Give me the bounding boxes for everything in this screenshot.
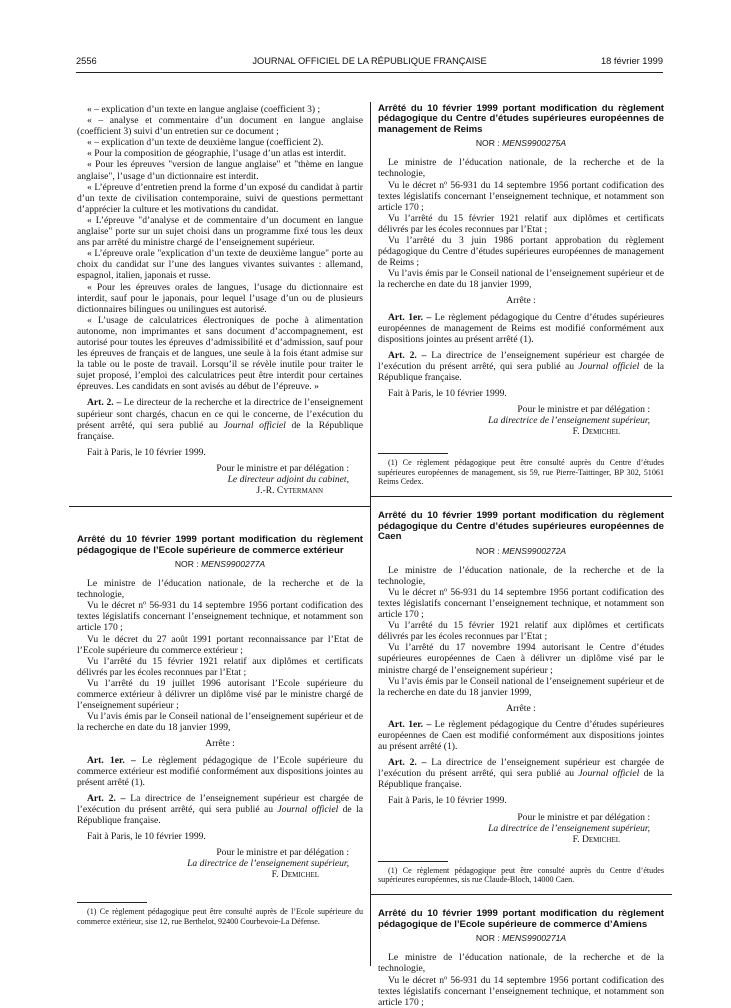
nor-label: NOR : bbox=[475, 138, 503, 149]
arrete-title: Arrêté du 10 février 1999 portant modification du règlement pédagogique de l’Ecole supérieure de commerce extérieur bbox=[77, 534, 363, 556]
column-divider bbox=[370, 102, 371, 966]
signatory-name: F. Demichel bbox=[572, 426, 620, 438]
paragraph: Le ministre de l’éducation nationale, de la recherche et de la technologie, bbox=[378, 157, 664, 180]
paragraph: Le ministre de l’éducation nationale, de la recherche et de la technologie, bbox=[378, 952, 664, 975]
journal-officiel: Journal officiel bbox=[277, 803, 339, 815]
paragraph: Vu l’avis émis par le Conseil national de l’enseignement supérieur et de la recherche en date du 18 janvier 1999, bbox=[77, 711, 363, 734]
fait-a-paris: Fait à Paris, le 10 février 1999. bbox=[388, 388, 507, 400]
article-text: La directrice de l’enseignement supérieur est chargée de l’exécution du présent arrêté, qui sera publié au bbox=[378, 349, 664, 372]
nor-reference bbox=[77, 559, 363, 570]
article-text: Le règlement pédagogique du Centre d’études supérieures européennes de Caen est modifié conformément aux dispositions jointes au présent arrêté (1). bbox=[378, 718, 664, 753]
nor-code: MENS9900272A bbox=[502, 545, 567, 556]
section-rule bbox=[370, 894, 672, 895]
article-2 bbox=[378, 757, 664, 790]
paragraph: « Pour les épreuves "version de langue anglaise" et "thème en langue anglaise", l’usage d’un dictionnaire est interdit. bbox=[77, 159, 363, 182]
article-label: Art. 2. – bbox=[388, 757, 427, 769]
article-label: Art. 1er. – bbox=[87, 754, 136, 766]
signatory-title: La directrice de l’enseignement supérieur, bbox=[187, 858, 349, 870]
article-1 bbox=[378, 719, 664, 752]
nor-reference bbox=[378, 138, 664, 149]
signature-line: Pour le ministre et par délégation : bbox=[517, 811, 650, 823]
journal-officiel: Journal officiel bbox=[578, 768, 640, 780]
bullet-item: « – explication d’un texte en langue anglaise (coefficient 3) ; bbox=[87, 104, 321, 115]
signatory-title: La directrice de l’enseignement supérieur, bbox=[488, 822, 650, 834]
fait-a-paris: Fait à Paris, le 10 février 1999. bbox=[87, 831, 206, 843]
nor-label: NOR : bbox=[174, 559, 202, 569]
arrete-title: Arrêté du 10 février 1999 portant modification du règlement pédagogique du Centre d’études supérieures européennes de management de Reims bbox=[378, 103, 664, 135]
article-text: Le règlement pédagogique de l’Ecole supérieure du commerce extérieur est modifié conformément aux dispositions jointes au présent arrêté (1). bbox=[77, 754, 363, 788]
article-label: Art. 1er. – bbox=[388, 311, 432, 323]
footnote-rule bbox=[378, 861, 448, 862]
article-text: Le règlement pédagogique du Centre d’études supérieures européennes de management de Reims est modifié conformément aux dispositions jointes au présent arrêté (1). bbox=[378, 311, 664, 345]
signature-line: Pour le ministre et par délégation : bbox=[216, 847, 349, 859]
article-2 bbox=[77, 793, 363, 826]
paragraph: « L’usage de calculatrices électroniques de poche à alimentation autonome, non imprimantes et sans document d’accompagnement, est autorisé pour toutes les épreuves d’admissibilité et d’admission, sauf pour les épreuves de français et de langues, une seule à la fois étant admise sur la table ou le poste de travail. Lorsqu’il se révèle inutile pour traiter le sujet proposé, l’emploi des calculatrices peut être interdit pour certaines épreuves. Les candidats en sont avisés au début de l’épreuve. » bbox=[77, 314, 363, 393]
footnote: (1) Ce règlement pédagogique peut être consulté auprès du Centre d’études supérieures européennes, sis rue Claude-Bloch, 14000 Caen. bbox=[378, 865, 664, 885]
article-text: Le directeur de la recherche et la directrice de l’enseignement supérieur sont chargés, chacun en ce qui le concerne, de l’exécution du présent arrêté, qui sera publié au bbox=[77, 397, 364, 431]
article-2 bbox=[378, 350, 664, 383]
header-rule bbox=[76, 72, 663, 73]
signatory-title: La directrice de l’enseignement supérieur, bbox=[488, 415, 650, 427]
paragraph: Vu l’arrêté du 15 février 1921 relatif aux diplômes et certificats délivrés par les écoles reconnues par l’Etat ; bbox=[378, 212, 664, 235]
nor-reference bbox=[378, 546, 664, 557]
paragraph: Vu le décret nº 56-931 du 14 septembre 1956 portant codification des textes législatifs concernant l’enseignement technique, et notamment son article 170 ; bbox=[77, 600, 363, 634]
paragraph: « L’épreuve d’entretien prend la forme d’un exposé du candidat à partir d’un texte de civilisation contemporaine, suivi de questions permettant d’apprécier la culture et les motivations du candidat. bbox=[77, 181, 363, 215]
article-1 bbox=[378, 312, 664, 345]
signatory-name: F. Demichel bbox=[271, 869, 319, 881]
article-text: La directrice de l’enseignement supérieur est chargée de l’exécution du présent arrêté, qui sera publié au bbox=[378, 757, 664, 780]
paragraph: Vu l’arrêté du 19 juillet 1996 autorisant l’Ecole supérieure du commerce extérieur à délivrer un diplôme visé par le ministre chargé de l’enseignement supérieur ; bbox=[77, 677, 363, 712]
footnote: (1) Ce règlement pédagogique peut être consulté auprès de l’Ecole supérieure du commerce extérieur, sise 12, rue Berthelot, 92400 Courbevoie-La Défense. bbox=[77, 907, 363, 926]
section-rule bbox=[69, 506, 371, 507]
fait-a-paris: Fait à Paris, le 10 février 1999. bbox=[388, 795, 507, 807]
nor-label: NOR : bbox=[475, 933, 503, 944]
paragraph: « Pour les épreuves orales de langues, l’usage du dictionnaire est interdit, sauf pour le japonais, pour lequel l’usage d’un ou de plusieurs dictionnaires bilingues ou unilingues est autorisé. bbox=[77, 281, 363, 315]
article-text-end: de la République française. bbox=[77, 803, 363, 826]
paragraph: Vu l’arrêté du 15 février 1921 relatif aux diplômes et certificats délivrés par les écoles reconnues par l’Etat ; bbox=[378, 620, 664, 643]
page-header bbox=[76, 56, 663, 68]
journal-officiel: Journal officiel bbox=[578, 360, 640, 372]
arrete-label: Arrête : bbox=[205, 738, 235, 750]
arrete-label: Arrête : bbox=[506, 702, 536, 714]
paragraph: Vu le décret du 27 août 1991 portant reconnaissance par l’Etat de l’Ecole supérieure du commerce extérieur ; bbox=[77, 633, 363, 656]
arrete-title: Arrêté du 10 février 1999 portant modification du règlement pédagogique du Centre d’études supérieures européennes de Caen bbox=[378, 510, 664, 543]
paragraph: « Pour la composition de géographie, l’usage d’un atlas est interdit. bbox=[87, 148, 346, 160]
paragraph: « L’épreuve orale "explication d’un texte de deuxième langue" porte au choix du candidat sur l’une des langues vivantes suivantes : allemand, espagnol, italien, japonais et russe. bbox=[77, 248, 363, 282]
signatory-name: J.-R. Cytermann bbox=[256, 485, 323, 497]
article-text: La directrice de l’enseignement supérieur est chargée de l’exécution du présent arrêté, qui sera publié au bbox=[77, 792, 363, 815]
paragraph: Vu l’avis émis par le Conseil national de l’enseignement supérieur et de la recherche en date du 18 janvier 1999, bbox=[378, 268, 664, 291]
nor-reference bbox=[378, 933, 664, 944]
journal-officiel: Journal officiel bbox=[223, 419, 286, 431]
article-label: Art. 2. – bbox=[388, 349, 427, 361]
article-label: Art. 2. – bbox=[87, 792, 126, 804]
signatory-name: F. Demichel bbox=[572, 833, 620, 845]
article-2 bbox=[77, 397, 363, 441]
nor-label: NOR : bbox=[475, 545, 503, 556]
nor-code: MENS9900271A bbox=[502, 933, 567, 944]
article-label: Art. 1er. – bbox=[388, 718, 432, 730]
signatory-title: Le directeur adjoint du cabinet, bbox=[227, 474, 349, 485]
article-text-end: de la République française. bbox=[378, 360, 664, 383]
article-text-end: de la République française. bbox=[77, 419, 364, 442]
right-column bbox=[378, 104, 664, 1008]
paragraph: Vu l’arrêté du 15 février 1921 relatif aux diplômes et certificats délivrés par les écoles reconnues par l’Etat ; bbox=[77, 655, 363, 678]
page-number: 2556 bbox=[76, 56, 97, 66]
bullet-item: « – explication d’un texte de deuxième langue (coefficient 2). bbox=[87, 137, 324, 149]
nor-code: MENS9900277A bbox=[201, 559, 266, 569]
article-1 bbox=[77, 755, 363, 788]
journal-title: JOURNAL OFFICIEL DE LA RÉPUBLIQUE FRANÇAISE bbox=[252, 56, 487, 66]
footnote-rule bbox=[378, 453, 448, 454]
left-column bbox=[77, 104, 363, 926]
paragraph: « L’épreuve "d’analyse et de commentaire d’un document en langue anglaise" porte sur un sujet choisi dans un programme fixé tous les deux ans par arrêté du ministre chargé de l’enseignement supérieur. bbox=[77, 214, 363, 249]
paragraph: Vu le décret nº 56-931 du 14 septembre 1956 portant codification des textes législatifs concernant l’enseignement technique, et notamment son article 170 ; bbox=[378, 179, 664, 213]
article-text-end: de la République française. bbox=[378, 768, 664, 791]
paragraph: Le ministre de l’éducation nationale, de la recherche et de la technologie, bbox=[378, 564, 664, 587]
signature-line: Pour le ministre et par délégation : bbox=[216, 462, 349, 474]
paragraph: Vu l’arrêté du 3 juin 1986 portant approbation du règlement pédagogique du Centre d’études supérieures européennes de management de Reims ; bbox=[378, 234, 664, 269]
paragraph: Vu l’avis émis par le Conseil national de l’enseignement supérieur et de la recherche en date du 18 janvier 1999, bbox=[378, 675, 664, 698]
arrete-label: Arrête : bbox=[506, 295, 536, 307]
footnote: (1) Ce règlement pédagogique peut être consulté auprès du Centre d’études supérieures européennes de management, sis 59, rue Pierre-Taittinger, BP 302, 51061 Reims Cedex. bbox=[378, 458, 664, 487]
paragraph: Le ministre de l’éducation nationale, de la recherche et de la technologie, bbox=[77, 578, 363, 601]
footnote-rule bbox=[77, 902, 147, 903]
arrete-title: Arrêté du 10 février 1999 portant modification du règlement pédagogique de l’Ecole supérieure de commerce d’Amiens bbox=[378, 908, 664, 930]
section-rule bbox=[370, 496, 672, 497]
issue-date: 18 février 1999 bbox=[600, 56, 663, 66]
paragraph: Vu le décret nº 56-931 du 14 septembre 1956 portant codification des textes législatifs concernant l’enseignement technique, et notamment son article 170 ; bbox=[378, 974, 664, 1008]
nor-code: MENS9900275A bbox=[502, 138, 567, 149]
bullet-item: « – analyse et commentaire d’un document en langue anglaise (coefficient 3) suivi d’un entretien sur ce document ; bbox=[77, 115, 363, 138]
article-label: Art. 2. – bbox=[87, 397, 122, 409]
paragraph: Vu le décret nº 56-931 du 14 septembre 1956 portant codification des textes législatifs concernant l’enseignement technique, et notamment son article 170 ; bbox=[378, 586, 664, 621]
fait-a-paris: Fait à Paris, le 10 février 1999. bbox=[87, 446, 206, 458]
signature-line: Pour le ministre et par délégation : bbox=[517, 404, 650, 416]
paragraph: Vu l’arrêté du 17 novembre 1994 autorisant le Centre d’études supérieures européennes de Caen à délivrer un diplôme visé par le ministre chargé de l’enseignement supérieur ; bbox=[378, 642, 664, 676]
